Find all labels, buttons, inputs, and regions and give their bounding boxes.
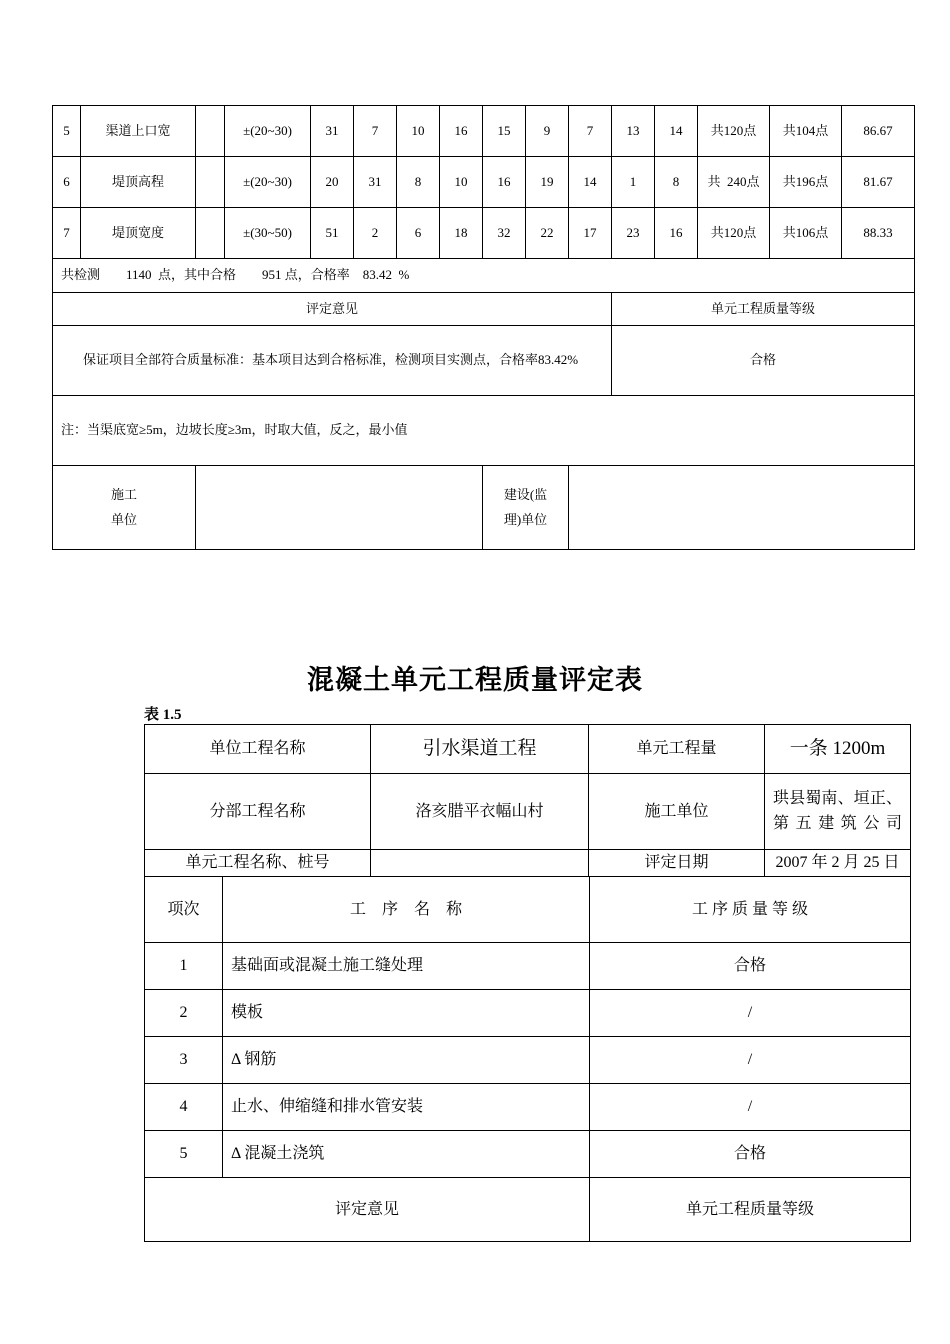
row-value: 20 [311, 157, 354, 208]
unit-quantity-label: 单元工程量 [589, 725, 765, 774]
row-pass: 共104点 [770, 106, 842, 157]
row-blank [196, 106, 225, 157]
row-blank [196, 208, 225, 259]
row-total: 共120点 [698, 208, 770, 259]
supervision-unit-label [483, 466, 569, 550]
construction-value: 珙县蜀南、垣正、第五建筑公司 [765, 774, 911, 850]
row-value: 22 [526, 208, 569, 259]
row-pass: 共106点 [770, 208, 842, 259]
row-value: 23 [612, 208, 655, 259]
row-value: 31 [311, 106, 354, 157]
row-value: 7 [354, 106, 397, 157]
process-no: 2 [145, 990, 223, 1037]
process-no: 1 [145, 943, 223, 990]
row-value: 51 [311, 208, 354, 259]
measurement-table [52, 105, 915, 550]
row-item: 堤顶宽度 [81, 208, 196, 259]
row-value: 14 [655, 106, 698, 157]
info-table [144, 724, 911, 877]
unit-name-value [371, 850, 589, 877]
process-grade: / [590, 990, 911, 1037]
table-number: 表 1.5 [144, 707, 182, 723]
row-rate: 81.67 [842, 157, 915, 208]
measurement-row [53, 106, 915, 157]
row-tolerance: ±(20~30) [225, 157, 311, 208]
unit-name-label: 单元工程名称、桩号 [145, 850, 371, 877]
row-value: 7 [569, 106, 612, 157]
row-value: 17 [569, 208, 612, 259]
row-value: 19 [526, 157, 569, 208]
process-grade: / [590, 1037, 911, 1084]
row-value: 8 [655, 157, 698, 208]
eval-date-value: 2007 年 2 月 25 日 [765, 850, 911, 877]
process-no: 4 [145, 1084, 223, 1131]
supervision-unit-sign [569, 466, 915, 550]
summary-cell: 共检测 1140 点，其中合格 951 点，合格率 83.42 % [53, 259, 915, 293]
row-tolerance: ±(30~50) [225, 208, 311, 259]
row-rate: 88.33 [842, 208, 915, 259]
unit-project-value: 引水渠道工程 [371, 725, 589, 774]
construction-unit-sign [196, 466, 483, 550]
row-blank [196, 157, 225, 208]
construction-label: 施工单位 [589, 774, 765, 850]
supervision-unit-text: 建设(监理)单位 [503, 486, 548, 527]
process-row [145, 943, 911, 990]
sub-project-label: 分部工程名称 [145, 774, 371, 850]
row-value: 14 [569, 157, 612, 208]
measurement-row [53, 157, 915, 208]
row-value: 13 [612, 106, 655, 157]
unit-project-label: 单位工程名称 [145, 725, 371, 774]
doc-title: 混凝土单元工程质量评定表 [307, 665, 643, 695]
row-tolerance: ±(20~30) [225, 106, 311, 157]
row-pass: 共196点 [770, 157, 842, 208]
row-value: 1 [612, 157, 655, 208]
opinion-header: 评定意见 [53, 293, 612, 326]
row-value: 10 [440, 157, 483, 208]
row-value: 16 [655, 208, 698, 259]
row-value: 16 [440, 106, 483, 157]
process-name: Δ 混凝土浇筑 [223, 1131, 590, 1178]
eval-date-label: 评定日期 [589, 850, 765, 877]
process-name: 模板 [223, 990, 590, 1037]
process-name: 止水、伸缩缝和排水管安装 [223, 1084, 590, 1131]
opinion-text: 保证项目全部符合质量标准：基本项目达到合格标准，检测项目实测点，合格率83.42% [53, 326, 612, 396]
col-name-header: 工 序 名 称 [223, 877, 590, 943]
process-row [145, 1131, 911, 1178]
row-value: 9 [526, 106, 569, 157]
row-value: 18 [440, 208, 483, 259]
row-item: 渠道上口宽 [81, 106, 196, 157]
grade-value: 合格 [612, 326, 915, 396]
process-row [145, 990, 911, 1037]
row-value: 31 [354, 157, 397, 208]
grade-header: 单元工程质量等级 [612, 293, 915, 326]
row-value: 15 [483, 106, 526, 157]
row-value: 2 [354, 208, 397, 259]
row-value: 32 [483, 208, 526, 259]
row-total: 共 240点 [698, 157, 770, 208]
process-no: 5 [145, 1131, 223, 1178]
sub-project-value: 洛亥腊平衣幅山村 [371, 774, 589, 850]
col-no-header: 项次 [145, 877, 223, 943]
row-no: 5 [53, 106, 81, 157]
process-name: 基础面或混凝土施工缝处理 [223, 943, 590, 990]
process-name: Δ 钢筋 [223, 1037, 590, 1084]
construction-unit-label [53, 466, 196, 550]
construction-unit-text: 施工单位 [110, 486, 137, 527]
measurement-row [53, 208, 915, 259]
process-table [144, 876, 911, 1242]
row-no: 7 [53, 208, 81, 259]
row-value: 8 [397, 157, 440, 208]
process-row [145, 1084, 911, 1131]
process-opinion-label: 评定意见 [145, 1178, 590, 1242]
process-grade: 合格 [590, 943, 911, 990]
row-total: 共120点 [698, 106, 770, 157]
note-cell: 注：当渠底宽≥5m，边坡长度≥3m，时取大值，反之，最小值 [53, 396, 915, 466]
row-item: 堤顶高程 [81, 157, 196, 208]
unit-quantity-value: 一条 1200m [765, 725, 911, 774]
col-grade-header: 工 序 质 量 等 级 [590, 877, 911, 943]
row-value: 10 [397, 106, 440, 157]
process-grade: / [590, 1084, 911, 1131]
row-rate: 86.67 [842, 106, 915, 157]
process-no: 3 [145, 1037, 223, 1084]
process-row [145, 1037, 911, 1084]
row-value: 16 [483, 157, 526, 208]
row-value: 6 [397, 208, 440, 259]
process-grade-label: 单元工程质量等级 [590, 1178, 911, 1242]
process-grade: 合格 [590, 1131, 911, 1178]
row-no: 6 [53, 157, 81, 208]
